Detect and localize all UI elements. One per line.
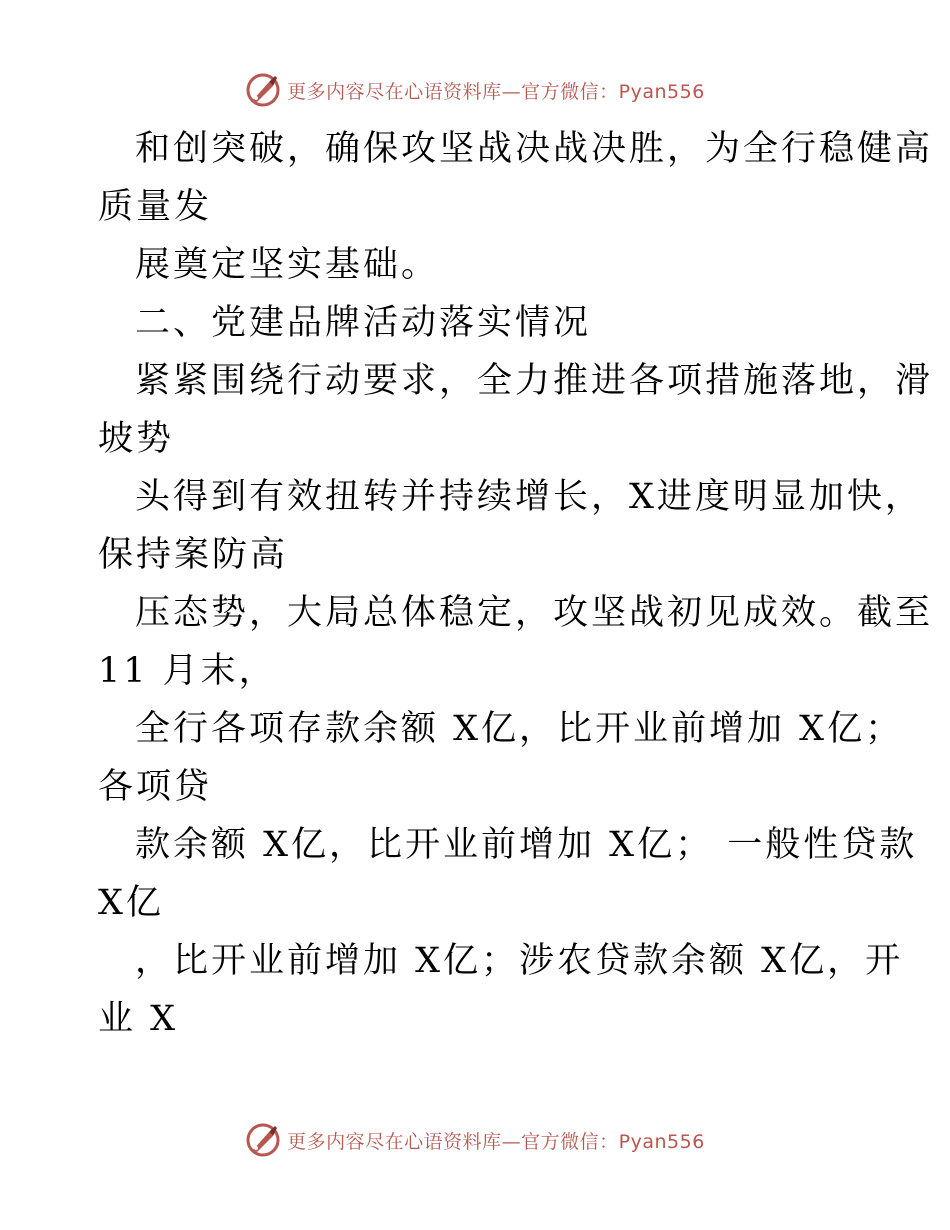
document-body	[98, 120, 934, 1048]
text-line: 款余额 X亿，比开业前增加 X亿； 一般性贷款	[135, 825, 918, 865]
text-line: 紧紧围绕行动要求，全力推进各项措施落地，滑	[135, 361, 934, 401]
text-line: 压态势，大局总体稳定，攻坚战初见成效。截至	[135, 593, 934, 633]
text-line: 各项贷	[98, 767, 213, 807]
banner-text: 更多内容尽在心语资料库—官方微信：Pyan556	[287, 1130, 705, 1153]
text-line: 保持案防高	[98, 535, 289, 575]
text-line: 二、党建品牌活动落实情况	[135, 303, 592, 343]
text-line: 头得到有效扭转并持续增长，X进度明显加快，	[135, 477, 923, 517]
text-line: 质量发	[98, 187, 213, 227]
pen-logo-icon	[245, 1122, 281, 1158]
text-line: ，比开业前增加 X亿；涉农贷款余额 X亿，开	[135, 941, 904, 981]
text-line: 业 X	[98, 999, 179, 1039]
text-line: 全行各项存款余额 X亿，比开业前增加 X亿；	[135, 709, 904, 749]
text-line: 坡势	[98, 419, 175, 459]
header-banner	[0, 70, 950, 110]
text-line: 和创突破，确保攻坚战决战决胜，为全行稳健高	[135, 129, 934, 169]
text-line: 11 月末，	[98, 651, 277, 691]
banner-text: 更多内容尽在心语资料库—官方微信：Pyan556	[287, 80, 705, 103]
footer-banner	[0, 1120, 950, 1160]
text-line: X亿	[98, 883, 164, 923]
text-line: 展奠定坚实基础。	[135, 245, 440, 285]
pen-logo-icon	[245, 72, 281, 108]
